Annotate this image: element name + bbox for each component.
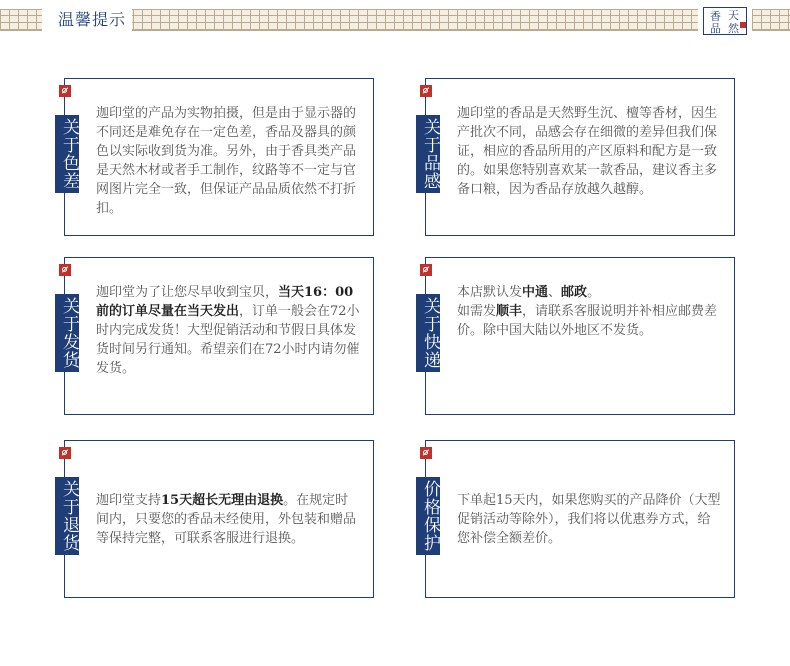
- card-text: [96, 491, 361, 548]
- highlight-text: 当天16：00前的订单尽量在当天发出: [96, 285, 354, 319]
- card-text: [457, 283, 722, 340]
- seal-mark-icon: [59, 264, 71, 276]
- card-text: [457, 104, 722, 199]
- body-text: 迦印堂为了让您尽早收到宝贝，: [96, 285, 279, 300]
- card-tag: 关于退货: [55, 477, 79, 555]
- card-tag: 价格保护: [416, 477, 440, 555]
- highlight-text: 中通: [522, 285, 549, 300]
- header-lattice-middle: [124, 9, 698, 31]
- body-text: 。: [587, 285, 601, 300]
- card-tag: 关于色差: [55, 115, 79, 193]
- notice-card-courier: [420, 257, 735, 415]
- highlight-text: 15天超长无理由退换: [161, 493, 284, 508]
- body-text: 迦印堂支持: [96, 493, 162, 508]
- seal-char: 然: [728, 22, 739, 35]
- seal-char: 天: [728, 9, 739, 22]
- body-text: 迦印堂的香品是天然野生沉、檀等香材，因生产批次不同，品感会存在细微的差异但我们保证，相应的香品所用的产区原料和配方是一致的。如果您特别喜欢某一款香品，建议香主多备口粮，因为香品存放越久越醇。: [457, 106, 718, 197]
- seal-mark-icon: [420, 264, 432, 276]
- seal-mark-icon: [59, 85, 71, 97]
- card-text: [96, 283, 361, 378]
- card-text: [96, 104, 361, 218]
- highlight-text: 顺丰: [496, 304, 523, 319]
- body-text: 。在规定时间内，只要您的香品未经使用，外包装和赠品等保持完整，可联系客服进行退换。: [96, 493, 357, 546]
- notice-card-quality: [420, 78, 735, 236]
- card-text: [457, 491, 722, 548]
- body-text: ，请联系客服说明并补相应邮费差价。除中国大陆以外地区不发货。: [457, 304, 718, 338]
- seal-char: 品: [710, 22, 721, 35]
- header-lattice-left: [0, 9, 42, 31]
- card-tag: 关于品感: [416, 115, 440, 193]
- body-text: 本店默认发: [457, 285, 523, 300]
- body-text: ，订单一般会在72小时内完成发货！大型促销活动和节假日具体发货时间另行通知。希望亲们在72小时内请勿催发货。: [96, 304, 360, 376]
- highlight-text: 邮政: [561, 285, 588, 300]
- body-text: 迦印堂的产品为实物拍摄，但是由于显示器的不同还是难免存在一定色差，香品及器具的颜色以实际收到货为准。另外，由于香具类产品是天然木材或者手工制作，纹路等不一定与官网图片完全一致，但保证产品品质依然不打折扣。: [96, 106, 357, 216]
- brand-seal: [703, 7, 747, 35]
- notice-card-color: [59, 78, 374, 236]
- notice-card-returns: [59, 440, 374, 598]
- body-text: 、: [548, 285, 562, 300]
- body-text: 如需发: [457, 304, 497, 319]
- card-tag: 关于发货: [55, 294, 79, 372]
- seal-mark-icon: [420, 85, 432, 97]
- header-lattice-right: [752, 9, 790, 31]
- card-tag: 关于快递: [416, 294, 440, 372]
- page-title: 温馨提示: [52, 8, 132, 32]
- seal-mark-icon: [59, 447, 71, 459]
- body-text: 下单起15天内，如果您购买的产品降价（大型促销活动等除外），我们将以优惠券方式，给您补偿全额差价。: [457, 493, 721, 546]
- notice-card-price: [420, 440, 735, 598]
- seal-char: 香: [710, 10, 721, 23]
- notice-card-shipping: [59, 257, 374, 415]
- seal-mark-icon: [420, 447, 432, 459]
- seal-dot-icon: [740, 22, 746, 28]
